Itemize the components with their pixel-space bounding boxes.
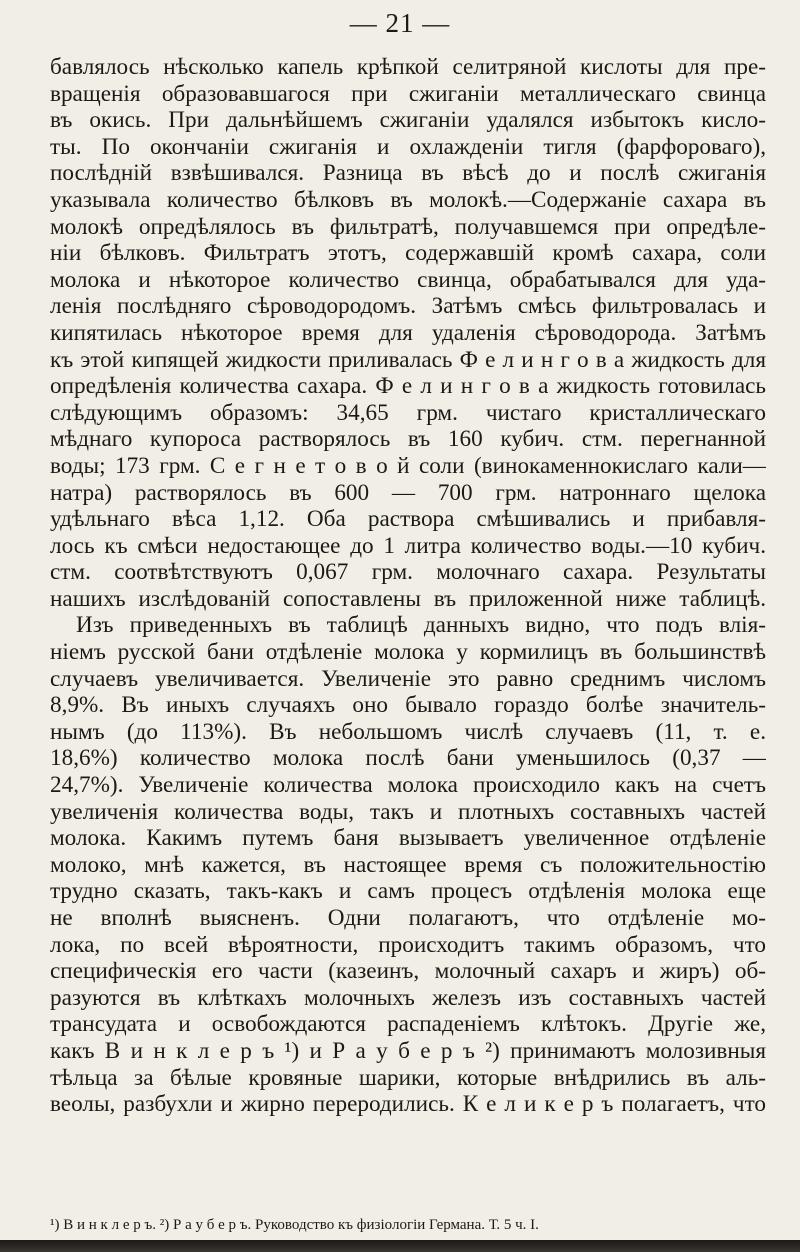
text-line: не вполнѣ выясненъ. Одни полагаютъ, что отдѣленіе мо- <box>50 905 766 931</box>
page-number: — 21 — <box>349 8 451 38</box>
text-line: ты. По окончаніи сжиганія и охлажденіи тигля (фарфороваго), <box>50 133 766 160</box>
text-line: ніи бѣлковъ. Фильтратъ этотъ, содержавшій кромѣ сахара, соли <box>50 240 766 267</box>
text-line: специфическія его части (казеинъ, молочный сахаръ и жиръ) об- <box>50 958 766 985</box>
text-line: воды; 173 грм. С е г н е т о в о й соли (винокаменнокислаго кали— <box>50 452 766 479</box>
text-line: тѣльца за бѣлые кровяные шарики, которые внѣдрились въ аль- <box>50 1064 766 1091</box>
text-line: мѣднаго купороса растворялось въ 160 кубич. стм. перегнанной <box>50 426 766 453</box>
text-line: лось къ смѣси недостающее до 1 литра количество воды.—10 кубич. <box>50 532 766 559</box>
text-line: въ окись. При дальнѣйшемъ сжиганіи удалялся избытокъ кисло- <box>50 107 766 134</box>
text-line: молока и нѣкоторое количество свинца, обрабатывался для уда- <box>50 266 766 293</box>
text-line: удѣльнаго вѣса 1,12. Оба раствора смѣшивались и прибавля- <box>50 506 766 533</box>
text-line: трудно сказать, такъ-какъ и самъ процесъ отдѣленія молока еще <box>50 878 766 905</box>
text-line: 8,9%. Въ иныхъ случаяхъ оно бывало гораздо болѣе значитель- <box>50 692 766 719</box>
page-bottom-edge <box>0 1240 800 1252</box>
text-line: указывала количество бѣлковъ въ молокѣ.—Содержаніе сахара въ <box>50 186 766 213</box>
text-line: трансудата и освобождаются распаденіемъ клѣтокъ. Другіе же, <box>50 1011 766 1038</box>
body-text <box>50 54 766 1118</box>
text-line: натра) растворялось въ 600 — 700 грм. натроннаго щелока <box>50 479 766 506</box>
text-line: бавлялось нѣсколько капель крѣпкой селитряной кислоты для пре- <box>50 54 766 80</box>
text-line: стм. соотвѣтствуютъ 0,067 грм. молочнаго сахара. Результаты <box>50 559 766 586</box>
paragraph-start-line: Изъ приведенныхъ въ таблицѣ данныхъ видно, что подъ влія- <box>76 612 766 639</box>
text-line: ніемъ русской бани отдѣленіе молока у кормилицъ въ большинствѣ <box>50 639 766 666</box>
text-line: ленія послѣдняго сѣроводородомъ. Затѣмъ смѣсь фильтровалась и <box>50 293 766 320</box>
text-line: нымъ (до 113%). Въ небольшомъ числѣ случаевъ (11, т. е. <box>50 718 766 745</box>
text-line: къ этой кипящей жидкости приливалась Ф е л и н г о в а жидкость для <box>50 346 766 373</box>
text-line: молока. Какимъ путемъ баня вызываетъ увеличенное отдѣленіе <box>50 825 766 852</box>
text-line: опредѣленія количества сахара. Ф е л и н г о в а жидкость готовилась <box>50 373 766 400</box>
text-line: послѣдній взвѣшивался. Разница въ вѣсѣ до и послѣ сжиганія <box>50 160 766 187</box>
text-line: лока, по всей вѣроятности, происходитъ такимъ образомъ, что <box>50 931 766 958</box>
text-line: молокѣ опредѣлялось въ фильтратѣ, получавшемся при опредѣле- <box>50 213 766 240</box>
text-line: разуются въ клѣткахъ молочныхъ железъ изъ составныхъ частей <box>50 984 766 1011</box>
footnote: ¹) В и н к л е р ъ. ²) Р а у б е р ъ. Руководство къ физіологіи Германа. Т. 5 ч. I. <box>50 1217 539 1233</box>
text-line: случаевъ увеличивается. Увеличеніе это равно среднимъ числомъ <box>50 665 766 692</box>
text-line: 18,6%) количество молока послѣ бани уменьшилось (0,37 — <box>50 745 766 772</box>
text-line: вращенія образовавшагося при сжиганіи металлическаго свинца <box>50 80 766 107</box>
text-line: какъ В и н к л е р ъ ¹) и Р а у б е р ъ ²) принимаютъ молозивныя <box>50 1037 766 1064</box>
text-line: 24,7%). Увеличеніе количества молока происходило какъ на счетъ <box>50 772 766 799</box>
text-line: слѣдующимъ образомъ: 34,65 грм. чистаго кристаллическаго <box>50 399 766 426</box>
text-line: увеличенія количества воды, такъ и плотныхъ составныхъ частей <box>50 798 766 825</box>
text-line: молоко, мнѣ кажется, въ настоящее время съ положительностію <box>50 851 766 878</box>
text-line: веолы, разбухли и жирно переродились. К е л и к е р ъ полагаетъ, что <box>50 1091 766 1118</box>
text-line: кипятилась нѣкоторое время для удаленія сѣроводорода. Затѣмъ <box>50 319 766 346</box>
text-line: нашихъ изслѣдованій сопоставлены въ приложенной ниже таблицѣ. <box>50 585 766 612</box>
